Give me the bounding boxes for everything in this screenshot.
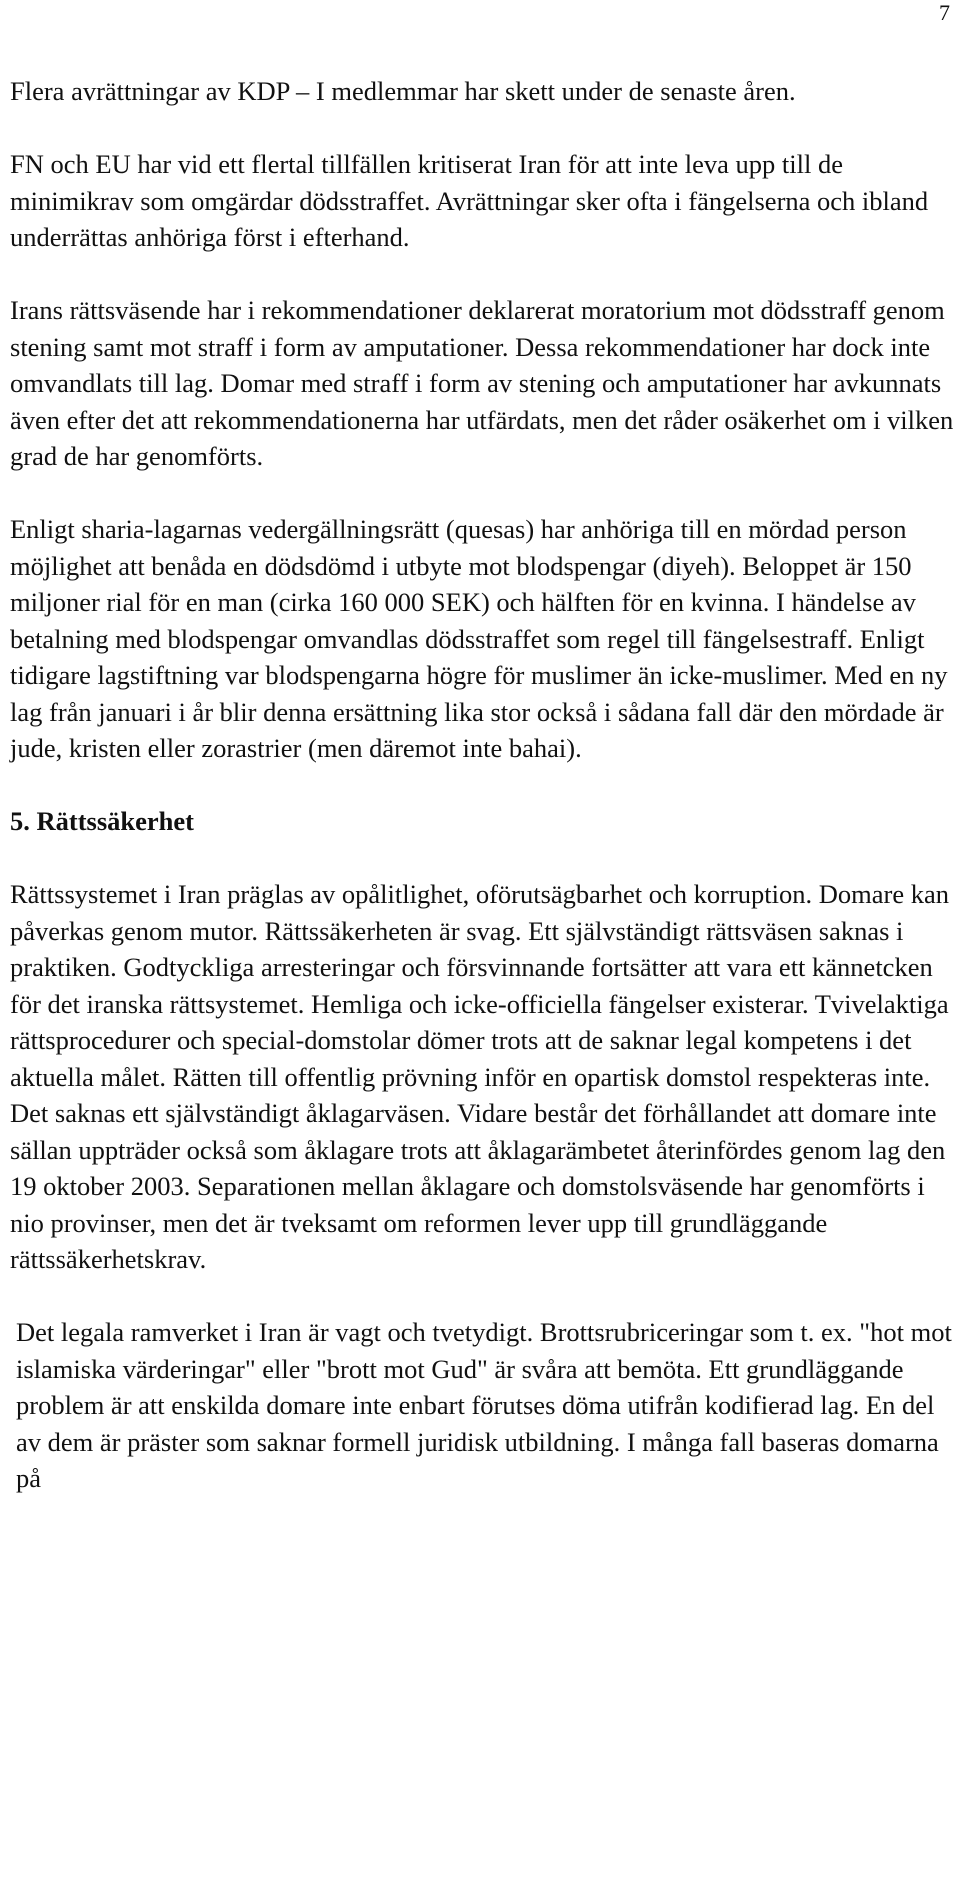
paragraph-moratorium: Irans rättsväsende har i rekommendationer deklarerat moratorium mot dödsstraff genom stening samt mot straff i form av amputationer. Dessa rekommendationer har dock inte omvandlats till lag. Domar med straff i form av stening och amputationer har avkunnats även efter det att rekommendationerna har utfärdats, men det råder osäkerhet om i vilken grad de har genomförts. — [10, 295, 954, 471]
section-closing-paragraph: Det legala ramverket i Iran är vagt och tvetydigt. Brottsrubriceringar som t. ex. "hot mot islamiska värderingar" eller "brott mot Gud" är svåra att bemöta. Ett grundläggande problem är att enskilda domare inte enbart förutses döma utifrån kodifierad lag. En del av dem är präster som saknar formell juridisk utbildning. I många fall baseras domarna på — [16, 1317, 952, 1493]
paragraph-kdp-executions: Flera avrättningar av KDP – I medlemmar har skett under de senaste åren. — [10, 76, 796, 106]
paragraph-un-eu-criticism: FN och EU har vid ett flertal tillfällen kritiserat Iran för att inte leva upp till de minimikrav som omgärdar dödsstraffet. Avrättningar sker ofta i fängelserna och ibland underrättas anhöriga först i efterhand. — [10, 149, 929, 252]
paragraph-quesas: Enligt sharia-lagarnas vedergällningsrätt (quesas) har anhöriga till en mördad person möjlighet att benåda en dödsdömd i utbyte mot blodspengar (diyeh). Beloppet är 150 miljoner rial för en man (cirka 160 000 SEK) och hälften för en kvinna. I händelse av betalning med blodspengar omvandlas dödsstraffet som regel till fängelsestraff. Enligt tidigare lagstiftning var blodspengarna högre för muslimer än icke-muslimer. Med en ny lag från januari i år blir denna ersättning lika stor också i sådana fall där den mördade är jude, kristen eller zorastrier (men däremot inte bahai). — [10, 514, 948, 763]
page-number: 7 — [939, 0, 950, 25]
section-heading: 5. Rättssäkerhet — [10, 806, 194, 836]
section-body: Rättssystemet i Iran präglas av opålitlighet, oförutsägbarhet och korruption. Domare kan påverkas genom mutor. Rättssäkerheten är svag. Ett självständigt rättsväsen saknas i praktiken. Godtyckliga arresteringar och försvinnande fortsätter att vara ett kännetcken för det iranska rättsystemet. Hemliga och icke-officiella fängelser existerar. Tvivelaktiga rättsprocedurer och special-domstolar dömer trots att de saknar legal kompetens i det aktuella målet. Rätten till offentlig prövning inför en opartisk domstol respekteras inte. Det saknas ett självständigt åklagarväsen. Vidare består det förhållandet att domare inte sällan uppträder också som åklagare trots att åklagarämbetet återinfördes genom lag den 19 oktober 2003. Separationen mellan åklagare och domstolsväsende har genomförts i nio provinser, men det är tveksamt om reformen lever upp till grundläggande rättssäkerhetskrav. — [10, 879, 950, 1274]
document-body — [10, 73, 954, 1497]
